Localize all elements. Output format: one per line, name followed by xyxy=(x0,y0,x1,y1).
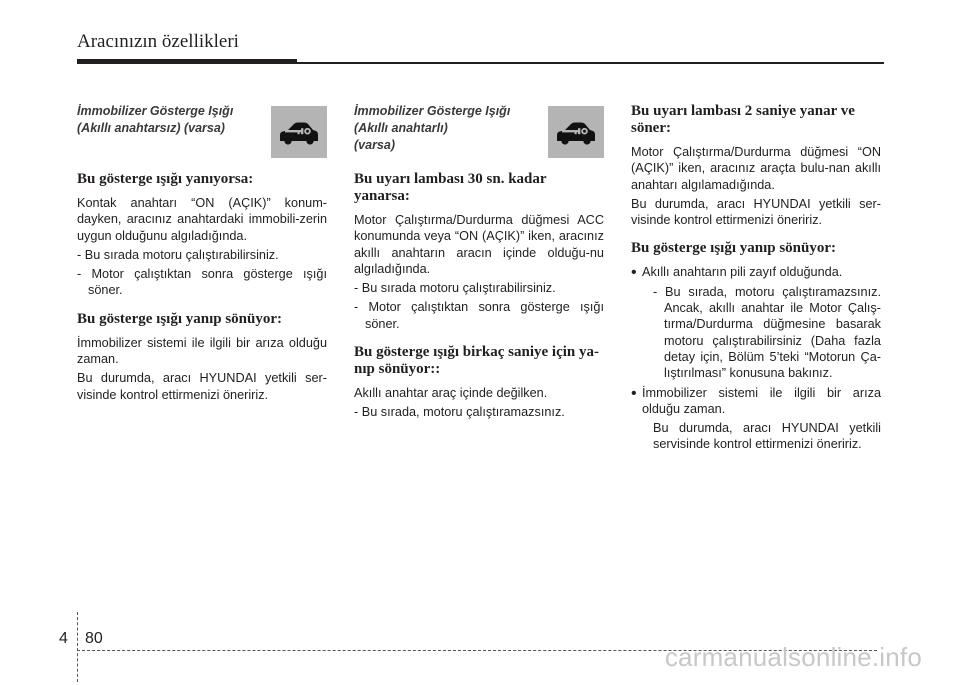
page-header-title: Aracınızın özellikleri xyxy=(77,31,239,52)
section-title: Bu gösterge ışığı birkaç saniye için ya- nıp sönüyor:: xyxy=(354,344,599,378)
footer-crop-vline xyxy=(77,612,78,682)
paragraph: Bu durumda, aracı HYUNDAI yetkili ser-visinde kontrol ettirmenizi öneririz. xyxy=(631,196,881,228)
dash-item: - Motor çalıştıktan sonra gösterge ışığı söner. xyxy=(354,300,604,331)
bullet-text: İmmobilizer sistemi ile ilgili bir arıza olduğu zaman. xyxy=(642,385,881,416)
indicator-title: İmmobilizer Gösterge Işığı (Akıllı anahtarlı) (varsa) xyxy=(354,104,511,152)
column-3 xyxy=(631,103,881,456)
section-title: Bu uyarı lambası 30 sn. kadar yanarsa: xyxy=(354,171,547,204)
bullet-dot-icon: • xyxy=(631,264,637,282)
immobilizer-icon-box xyxy=(271,106,327,158)
paragraph: İmmobilizer sistemi ile ilgili bir arıza olduğu zaman. xyxy=(77,335,327,367)
chapter-number: 4 xyxy=(59,630,68,647)
dash-item: - Bu sırada, motoru çalıştıramazsınız. xyxy=(354,405,565,420)
immobilizer-car-key-icon xyxy=(277,119,321,145)
paragraph: Kontak anahtarı “ON (AÇIK)” konum-dayken, aracınız anahtardaki immobili-zerin uygun olduğunu algıladığında. xyxy=(77,196,327,243)
indicator-heading-block xyxy=(77,103,327,159)
watermark: carmanualsonline.info xyxy=(664,642,922,672)
sub-dash-item: - Bu sırada, motoru çalıştıramazsınız. Ancak, akıllı anahtar ile Motor Çalış-tırma/Durdurma düğmesine basarak motoru çalıştırabilirsiniz (Daha fazla detay için, Bölüm 5’teki “Motorun Ça-lıştırılması” konusuna bakınız. xyxy=(653,284,881,381)
bullet-item xyxy=(631,264,881,381)
immobilizer-icon-box xyxy=(548,106,604,158)
section-title: Bu gösterge ışığı yanıp sönüyor: xyxy=(77,310,283,327)
bullet-item xyxy=(631,385,881,453)
header-rule-thick xyxy=(77,59,297,64)
immobilizer-car-key-icon xyxy=(554,119,598,145)
column-1 xyxy=(77,103,327,406)
bullet-dot-icon: • xyxy=(631,384,637,402)
indicator-title: İmmobilizer Gösterge Işığı (Akıllı anahtarsız) (varsa) xyxy=(77,104,234,135)
paragraph: Motor Çalıştırma/Durdurma düğmesi “ON (AÇIK)” iken, aracınız araçta bulu-nan akıllı anahtarı algılamadığında. xyxy=(631,145,881,192)
paragraph: Bu durumda, aracı HYUNDAI yetkili ser-visinde kontrol ettirmenizi öneririz. xyxy=(77,371,327,402)
page-number: 80 xyxy=(85,630,103,647)
dash-item: - Motor çalıştıktan sonra gösterge ışığı söner. xyxy=(77,267,327,298)
indicator-heading-block xyxy=(354,103,604,159)
paragraph: Akıllı anahtar araç içinde değilken. xyxy=(354,386,548,401)
bullet-text: Akıllı anahtarın pili zayıf olduğunda. xyxy=(642,265,843,280)
dash-item: - Bu sırada motoru çalıştırabilirsiniz. xyxy=(354,281,556,296)
header-rule-thin xyxy=(297,62,884,64)
column-2 xyxy=(354,103,604,424)
section-title: Bu gösterge ışığı yanıp sönüyor: xyxy=(631,240,837,257)
sub-paragraph: Bu durumda, aracı HYUNDAI yetkili servisinde kontrol ettirmenizi öneririz. xyxy=(653,421,881,452)
section-title: Bu uyarı lambası 2 saniye yanar ve söner: xyxy=(631,103,855,136)
paragraph: Motor Çalıştırma/Durdurma düğmesi ACC konumunda veya “ON (AÇIK)” iken, aracınız akıllı anahtarın aracın içinde olduğu-nu algıladığında. xyxy=(354,213,604,276)
dash-item: - Bu sırada motoru çalıştırabilirsiniz. xyxy=(77,247,279,262)
section-title: Bu gösterge ışığı yanıyorsa: xyxy=(77,171,254,187)
